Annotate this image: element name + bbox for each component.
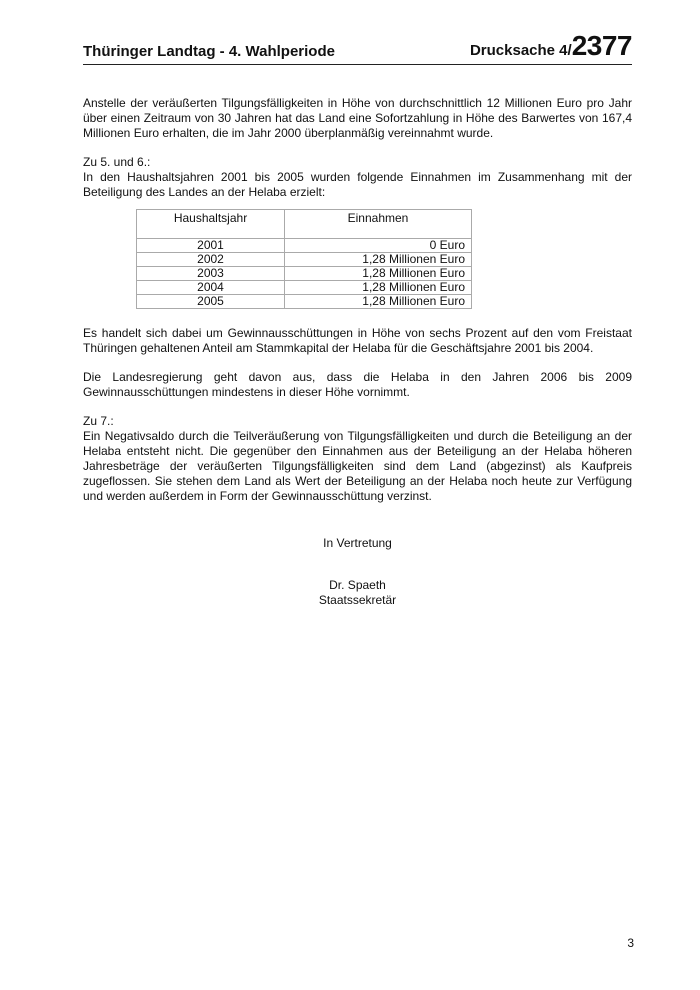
table-cell-amount: 1,28 Millionen Euro [285,281,472,295]
table-row [137,239,472,253]
drucksache-number: 2377 [571,30,632,61]
table-header-row [137,210,472,239]
table-row [137,295,472,309]
heading-zu-7: Zu 7.: [83,414,114,428]
table-cell-amount: 1,28 Millionen Euro [285,295,472,309]
table-row [137,253,472,267]
document-body [83,96,632,518]
paragraph-sofortzahlung: Anstelle der veräußerten Tilgungsfälligkeiten in Höhe von durchschnittlich 12 Millionen Euro pro Jahr über einen Zeitraum von 30 Jahren hat das Land eine Sofortzahlung in Höhe des Barwertes von 167,4 Millionen Euro erhalten, die im Jahr 2000 überplanmäßig vereinnahmt wurde. [83,96,632,140]
table-cell-year: 2003 [137,267,285,281]
table-row [137,267,472,281]
table-cell-amount: 0 Euro [285,239,472,253]
table-cell-amount: 1,28 Millionen Euro [285,267,472,281]
column-header-year: Haushaltsjahr [137,210,285,239]
drucksache-id [470,30,632,62]
signature-in-vertretung: In Vertretung [323,536,392,550]
einnahmen-table [136,209,472,309]
signature-name: Dr. Spaeth [329,578,386,592]
table-row [137,281,472,295]
paragraph-gewinnausschuettung: Es handelt sich dabei um Gewinnausschüttungen in Höhe von sechs Prozent auf den vom Freistaat Thüringen gehaltenen Anteil am Stammkapital der Helaba für die Geschäftsjahre 2001 bis 2004. [83,326,632,355]
drucksache-label: Drucksache 4/ [469,42,572,59]
table-cell-amount: 1,28 Millionen Euro [285,253,472,267]
column-header-amount: Einnahmen [285,210,472,239]
heading-zu-5-6: Zu 5. und 6.: [83,155,151,169]
header-title: Thüringer Landtag - 4. Wahlperiode [83,43,335,60]
signature-role: Staatssekretär [318,593,397,607]
table-cell-year: 2004 [137,281,285,295]
paragraph-negativsaldo: Ein Negativsaldo durch die Teilveräußerung von Tilgungsfälligkeiten und durch die Beteiligung an der Helaba entsteht nicht. Die gegenüber den Einnahmen aus der Beteiligung an der Helaba höheren Jahresbeträge der veräußerten Tilgungsfälligkeiten sind dem Land (abgezinst) als Kaufpreis zugeflossen. Sie stehen dem Land als Wert der Beteiligung an der Helaba noch heute zur Verfügung und werden außerdem in Form der Gewinnausschüttung verzinst. [83,429,632,503]
page-header [83,30,632,65]
table-cell-year: 2005 [137,295,285,309]
table-cell-year: 2002 [137,253,285,267]
paragraph-landesregierung: Die Landesregierung geht davon aus, dass die Helaba in den Jahren 2006 bis 2009 Gewinnausschüttungen mindestens in dieser Höhe vornimmt. [83,370,632,399]
page-number: 3 [627,936,634,950]
table-cell-year: 2001 [137,239,285,253]
paragraph-einnahmen-intro: In den Haushaltsjahren 2001 bis 2005 wurden folgende Einnahmen im Zusammenhang mit der Beteiligung des Landes an der Helaba erzielt: [83,170,632,199]
